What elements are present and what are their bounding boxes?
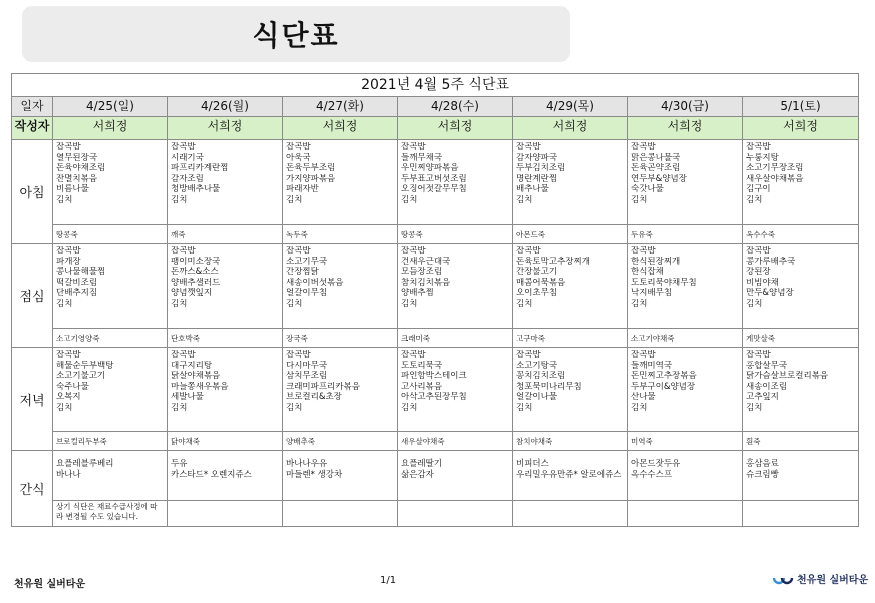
footer-logo (772, 570, 868, 586)
menu-item: 비름나물 (56, 184, 89, 195)
lunch-menu-cell (743, 244, 859, 329)
breakfast-menu-cell (398, 140, 513, 225)
menu-item: 비피더스 (516, 459, 549, 469)
menu-item: 돈육곤약조림 (631, 163, 681, 174)
menu-item: 강된장 (746, 267, 771, 278)
breakfast-porridge-cell: 아몬드죽 (513, 225, 628, 244)
menu-item: 오이초무침 (516, 288, 558, 299)
menu-item: 콩나물해물찜 (56, 267, 106, 278)
menu-item: 잡곡밥 (171, 142, 196, 152)
dinner-menu-cell (513, 348, 628, 432)
silver-town-logo-icon (772, 570, 794, 586)
footer-logo-text: 천유원 실버타운 (797, 574, 869, 586)
author-cell: 서희정 (628, 117, 743, 140)
menu-item: 김치 (56, 298, 73, 309)
menu-item: 돈까스&소스 (171, 267, 219, 278)
menu-item: 김구이 (746, 184, 771, 195)
menu-item: 김치 (631, 194, 648, 205)
menu-item: 비빔야채 (746, 277, 779, 288)
menu-item: 두부표고버섯조림 (401, 173, 467, 184)
table-caption: 2021년 4월 5주 식단표 (12, 74, 859, 97)
menu-item: 얼갈이나물 (516, 392, 558, 403)
breakfast-menu-cell (283, 140, 398, 225)
menu-item: 요플레딸기 (401, 459, 443, 469)
menu-item: 닭가슴살브로컬리볶음 (746, 371, 829, 382)
lunch-porridge-cell: 크래미죽 (398, 329, 513, 348)
menu-item: 소고기무국 (286, 256, 328, 267)
menu-item: 고사리볶음 (401, 381, 443, 392)
author-label: 작성자 (12, 117, 53, 140)
menu-item: 떡갈비조림 (56, 277, 98, 288)
author-cell: 서희정 (168, 117, 283, 140)
menu-item: 열무된장국 (56, 152, 98, 163)
menu-item: 아욱국 (286, 152, 311, 163)
snack-label: 간식 (12, 451, 53, 527)
menu-item: 우민찌양파볶음 (401, 163, 459, 174)
menu-item: 잡곡밥 (401, 350, 426, 360)
menu-item: 김치 (171, 402, 188, 413)
menu-item: 산나물 (631, 392, 656, 403)
menu-item: 고추잎지 (746, 392, 779, 403)
lunch-menu-cell (168, 244, 283, 329)
breakfast-menu-cell (743, 140, 859, 225)
breakfast-porridge-cell: 두유죽 (628, 225, 743, 244)
breakfast-menu-cell (168, 140, 283, 225)
dinner-porridge-cell: 흰죽 (743, 432, 859, 451)
menu-item: 잡곡밥 (631, 246, 656, 256)
menu-item: 들깨미역국 (631, 360, 673, 371)
menu-item: 배추나물 (516, 184, 549, 195)
date-header: 4/30(금) (628, 97, 743, 117)
menu-item: 닭살야채볶음 (171, 371, 221, 382)
menu-item: 양배추찜 (401, 288, 434, 299)
lunch-porridge-cell: 고구마죽 (513, 329, 628, 348)
lunch-menu-cell (283, 244, 398, 329)
menu-item: 잡곡밥 (401, 246, 426, 256)
menu-item: 간장찜닭 (286, 267, 319, 278)
menu-item: 콩가루배추국 (746, 256, 796, 267)
menu-item: 오복지 (56, 392, 81, 403)
empty-cell (168, 501, 283, 527)
menu-item: 건새우근대국 (401, 256, 451, 267)
breakfast-label: 아침 (12, 140, 53, 244)
menu-item: 삼치무조림 (286, 371, 328, 382)
menu-item: 잡곡밥 (286, 350, 311, 360)
lunch-menu-cell (628, 244, 743, 329)
lunch-porridge-cell: 소고기야채죽 (628, 329, 743, 348)
menu-item: 단배추지짐 (56, 288, 98, 299)
menu-item: 잡곡밥 (171, 246, 196, 256)
empty-cell (628, 501, 743, 527)
menu-item: 삶은감자 (401, 470, 434, 480)
dinner-porridge-cell: 닭야채죽 (168, 432, 283, 451)
menu-item: 아몬드잣두유 (631, 459, 681, 469)
dinner-menu-cell (283, 348, 398, 432)
menu-item: 돈육두부조림 (286, 163, 336, 174)
date-header: 5/1(토) (743, 97, 859, 117)
menu-item: 슈크림빵 (746, 470, 779, 480)
menu-item: 새송이조림 (746, 381, 788, 392)
menu-item: 시래기국 (171, 152, 204, 163)
menu-item: 카스타드* 오렌지쥬스 (171, 470, 252, 480)
menu-item: 명란계란찜 (516, 173, 558, 184)
menu-item: 잡곡밥 (171, 350, 196, 360)
menu-item: 양념깻잎지 (171, 288, 213, 299)
menu-item: 김치 (401, 298, 418, 309)
lunch-porridge-cell: 단호박죽 (168, 329, 283, 348)
menu-item: 파인함박스테이크 (401, 371, 467, 382)
menu-item: 김치 (631, 402, 648, 413)
menu-item: 김치 (516, 194, 533, 205)
menu-item: 김치 (286, 298, 303, 309)
menu-item: 얼갈이무침 (286, 288, 328, 299)
menu-item: 도토리묵야채무침 (631, 277, 697, 288)
author-cell: 서희정 (743, 117, 859, 140)
menu-item: 김치 (286, 402, 303, 413)
menu-item: 소고기탕국 (516, 360, 558, 371)
menu-item: 다시마무국 (286, 360, 328, 371)
menu-item: 김치 (746, 298, 763, 309)
menu-item: 김치 (56, 194, 73, 205)
lunch-porridge-cell: 게맛살죽 (743, 329, 859, 348)
menu-item: 김치 (516, 298, 533, 309)
menu-item: 잡곡밥 (516, 246, 541, 256)
author-cell: 서희정 (513, 117, 628, 140)
menu-item: 잡곡밥 (746, 350, 771, 360)
menu-item: 김치 (286, 194, 303, 205)
date-header: 4/26(월) (168, 97, 283, 117)
snack-menu-cell (513, 451, 628, 501)
menu-item: 잡곡밥 (56, 350, 81, 360)
menu-item: 김치 (631, 298, 648, 309)
menu-item: 감자양파국 (516, 152, 558, 163)
snack-menu-cell (398, 451, 513, 501)
menu-item: 바나나 (56, 470, 81, 480)
menu-item: 돈민찌고추장볶음 (631, 371, 697, 382)
breakfast-menu-cell (53, 140, 168, 225)
menu-item: 새송이버섯볶음 (286, 277, 344, 288)
menu-item: 대구지리탕 (171, 360, 213, 371)
menu-item: 김치 (516, 402, 533, 413)
menu-item: 김치 (401, 402, 418, 413)
weekly-menu-table (11, 73, 859, 527)
menu-item: 청포묵미나리무침 (516, 381, 582, 392)
snack-menu-cell (743, 451, 859, 501)
menu-item: 요플레블루베리 (56, 459, 114, 469)
snack-menu-cell (628, 451, 743, 501)
page-title: 식단표 (22, 6, 570, 62)
menu-item: 잡곡밥 (516, 350, 541, 360)
breakfast-menu-cell (513, 140, 628, 225)
menu-item: 참치김치볶음 (401, 277, 451, 288)
menu-item: 잡곡밥 (286, 246, 311, 256)
menu-item: 숙갓나물 (631, 184, 664, 195)
menu-item: 소고기무장조림 (746, 163, 804, 174)
menu-item: 가지양파볶음 (286, 173, 336, 184)
snack-menu-cell (168, 451, 283, 501)
breakfast-menu-cell (628, 140, 743, 225)
menu-item: 파프리카계란찜 (171, 163, 229, 174)
menu-item: 홍삼음료 (746, 459, 779, 469)
breakfast-porridge-cell: 녹두죽 (283, 225, 398, 244)
menu-item: 브로컬리&초장 (286, 392, 342, 403)
dinner-menu-cell (398, 348, 513, 432)
breakfast-porridge-cell: 땅콩죽 (53, 225, 168, 244)
menu-item: 파개장 (56, 256, 81, 267)
menu-item: 잡곡밥 (746, 142, 771, 152)
menu-item: 아삭고추된장무침 (401, 392, 467, 403)
menu-item: 홍합살무국 (746, 360, 788, 371)
menu-item: 김치 (746, 194, 763, 205)
author-cell: 서희정 (53, 117, 168, 140)
menu-item: 잡곡밥 (286, 142, 311, 152)
dinner-porridge-cell: 새우살야채죽 (398, 432, 513, 451)
menu-item: 해물순두부백탕 (56, 360, 114, 371)
menu-item: 청방배추나물 (171, 184, 221, 195)
menu-item: 숙주나물 (56, 381, 89, 392)
menu-item: 마들렌* 생강차 (286, 470, 343, 480)
date-header: 4/25(일) (53, 97, 168, 117)
dinner-menu-cell (168, 348, 283, 432)
lunch-porridge-cell: 소고기영양죽 (53, 329, 168, 348)
menu-item: 한식잡채 (631, 267, 664, 278)
menu-item: 잡곡밥 (56, 142, 81, 152)
empty-cell (283, 501, 398, 527)
menu-item: 두부구이&양념장 (631, 381, 696, 392)
menu-item: 잡곡밥 (631, 350, 656, 360)
date-header: 4/27(화) (283, 97, 398, 117)
footer-page-number: 1/1 (380, 575, 397, 586)
menu-item: 김치 (171, 298, 188, 309)
dinner-menu-cell (743, 348, 859, 432)
menu-change-note: 상기 식단은 재료수급사정에 따라 변경될 수도 있습니다. (53, 501, 168, 527)
dinner-porridge-cell: 미역죽 (628, 432, 743, 451)
menu-item: 김치 (171, 194, 188, 205)
lunch-menu-cell (513, 244, 628, 329)
breakfast-porridge-cell: 깨죽 (168, 225, 283, 244)
menu-item: 두부김치조림 (516, 163, 566, 174)
menu-item: 우리밀우유만쥬* 알로에쥬스 (516, 470, 622, 480)
menu-item: 김치 (56, 402, 73, 413)
menu-item: 새우살야채볶음 (746, 173, 804, 184)
menu-item: 잔멸치볶음 (56, 173, 98, 184)
date-header: 4/29(목) (513, 97, 628, 117)
date-label: 일자 (12, 97, 53, 117)
menu-item: 연두부&양념장 (631, 173, 687, 184)
breakfast-porridge-cell: 옥수수죽 (743, 225, 859, 244)
empty-cell (513, 501, 628, 527)
menu-item: 팽이미소장국 (171, 256, 221, 267)
lunch-menu-cell (53, 244, 168, 329)
snack-menu-cell (283, 451, 398, 501)
menu-item: 파래자반 (286, 184, 319, 195)
menu-item: 잡곡밥 (516, 142, 541, 152)
menu-item: 크래미파프리카볶음 (286, 381, 360, 392)
dinner-porridge-cell: 브로컬리두부죽 (53, 432, 168, 451)
menu-item: 김치 (746, 402, 763, 413)
author-cell: 서희정 (283, 117, 398, 140)
menu-item: 매콤어묵볶음 (516, 277, 566, 288)
menu-item: 잡곡밥 (56, 246, 81, 256)
menu-item: 꽁치김치조림 (516, 371, 566, 382)
empty-cell (398, 501, 513, 527)
menu-item: 김치 (401, 194, 418, 205)
menu-item: 잡곡밥 (401, 142, 426, 152)
menu-item: 세발나물 (171, 392, 204, 403)
menu-item: 두유 (171, 459, 188, 469)
menu-item: 돈육야채조림 (56, 163, 106, 174)
menu-item: 낙지배무침 (631, 288, 673, 299)
menu-item: 만두&양념장 (746, 288, 794, 299)
menu-item: 마늘쫑새우볶음 (171, 381, 229, 392)
dinner-porridge-cell: 참치야채죽 (513, 432, 628, 451)
snack-menu-cell (53, 451, 168, 501)
breakfast-porridge-cell: 땅콩죽 (398, 225, 513, 244)
lunch-menu-cell (398, 244, 513, 329)
menu-item: 바나나우유 (286, 459, 328, 469)
menu-item: 한식된장찌개 (631, 256, 681, 267)
lunch-label: 점심 (12, 244, 53, 348)
menu-item: 소고기불고기 (56, 371, 106, 382)
lunch-porridge-cell: 장국죽 (283, 329, 398, 348)
menu-item: 모듬장조림 (401, 267, 443, 278)
menu-item: 옥수수스프 (631, 470, 673, 480)
footer-org-name: 천유원 실버타운 (14, 579, 86, 590)
empty-cell (743, 501, 859, 527)
menu-item: 오징어젓갈무무침 (401, 184, 467, 195)
menu-item: 돈육토막고추장찌개 (516, 256, 590, 267)
menu-item: 누룽지탕 (746, 152, 779, 163)
menu-item: 잡곡밥 (631, 142, 656, 152)
menu-item: 간장불고기 (516, 267, 558, 278)
dinner-porridge-cell: 양배추죽 (283, 432, 398, 451)
dinner-menu-cell (628, 348, 743, 432)
menu-item: 양배추샐러드 (171, 277, 221, 288)
menu-item: 잡곡밥 (746, 246, 771, 256)
menu-item: 들깨무채국 (401, 152, 443, 163)
author-cell: 서희정 (398, 117, 513, 140)
menu-item: 감자조림 (171, 173, 204, 184)
date-header: 4/28(수) (398, 97, 513, 117)
menu-item: 도토리묵국 (401, 360, 443, 371)
dinner-menu-cell (53, 348, 168, 432)
dinner-label: 저녁 (12, 348, 53, 451)
menu-item: 맑은콩나물국 (631, 152, 681, 163)
